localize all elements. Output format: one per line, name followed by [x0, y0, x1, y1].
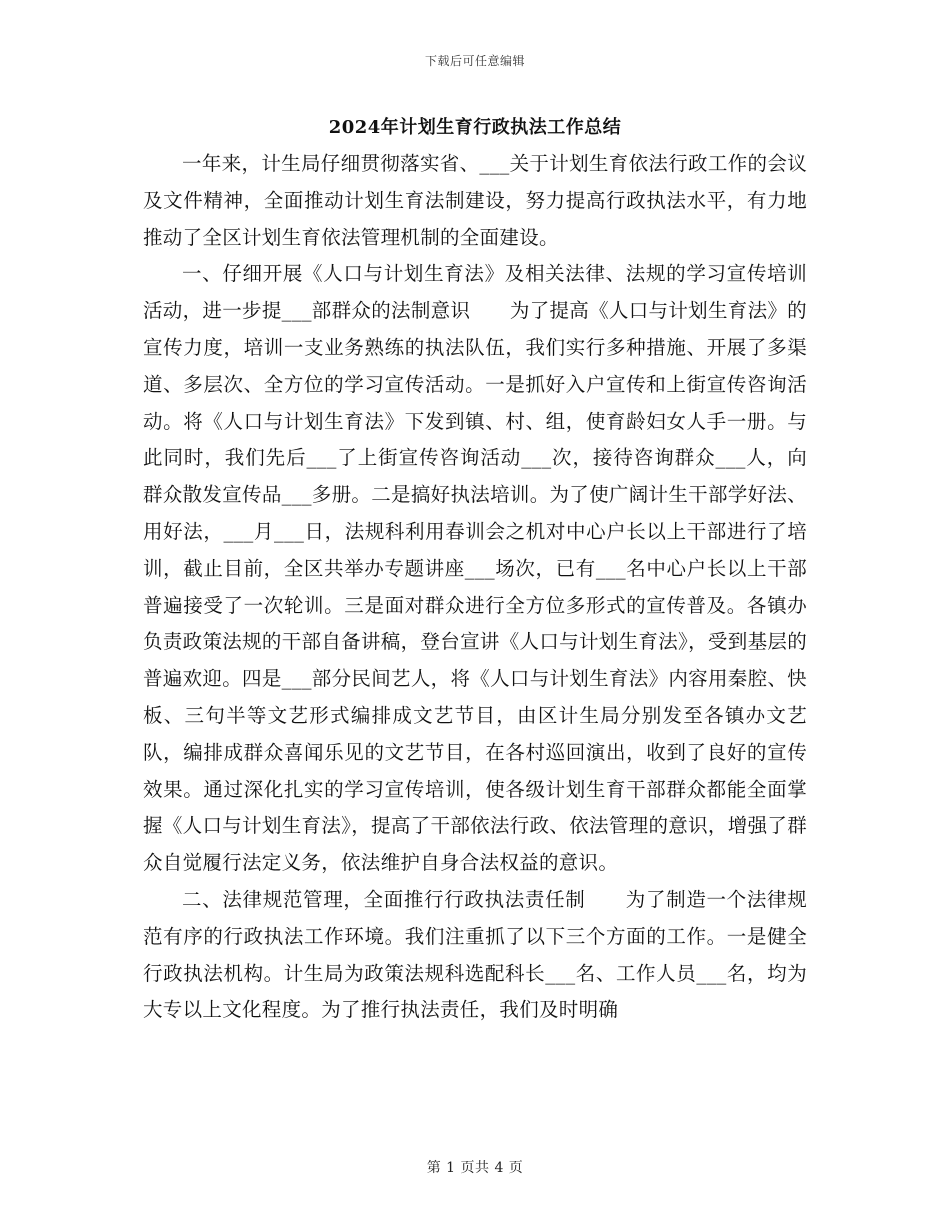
paragraph-section-two: 二、法律规范管理，全面推行行政执法责任制 为了制造一个法律规范有序的行政执法工作环境。我们注重抓了以下三个方面的工作。一是健全行政执法机构。计生局为政策法规科选配科长___名、工作人员___名，均为大专以上文化程度。为了推行执法责任，我们及时明确 — [143, 887, 807, 1022]
paragraph-section-one: 一、仔细开展《人口与计划生育法》及相关法律、法规的学习宣传培训活动，进一步提___部群众的法制意识 为了提高《人口与计划生育法》的宣传力度，培训一支业务熟练的执法队伍，我们实行多种措施、开展了多渠道、多层次、全方位的学习宣传活动。一是抓好入户宣传和上街宣传咨询活动。将《人口与计划生育法》下发到镇、村、组，使育龄妇女人手一册。与此同时，我们先后___了上街宣传咨询活动___次，接待咨询群众___人，向群众散发宣传品___多册。二是搞好执法培训。为了使广阔计生干部学好法、用好法，___月___日，法规科利用春训会之机对中心户长以上干部进行了培训，截止目前，全区共举办专题讲座___场次，已有___名中心户长以上干部普遍接受了一次轮训。三是面对群众进行全方位多形式的宣传普及。各镇办负责政策法规的干部自备讲稿，登台宣讲《人口与计划生育法》，受到基层的普遍欢迎。四是___部分民间艺人，将《人口与计划生育法》内容用秦腔、快板、三句半等文艺形式编排成文艺节目，由区计生局分别发至各镇办文艺队，编排成群众喜闻乐见的文艺节目，在各村巡回演出，收到了良好的宣传效果。通过深化扎实的学习宣传培训，使各级计划生育干部群众都能全面掌握《人口与计划生育法》，提高了干部依法行政、依法管理的意识，增强了群众自觉履行法定义务，依法维护自身合法权益的意识。 — [143, 262, 807, 875]
document-title: 2024年计划生育行政执法工作总结 — [328, 117, 622, 138]
paragraph-intro: 一年来，计生局仔细贯彻落实省、___关于计划生育依法行政工作的会议及文件精神，全面推动计划生育法制建设，努力提高行政执法水平，有力地推动了全区计划生育依法管理机制的全面建设。 — [143, 152, 807, 249]
page-number-footer: 第 1 页共 4 页 — [426, 1160, 524, 1176]
document-body — [143, 146, 807, 1029]
page-header-note: 下载后可任意编辑 — [424, 54, 525, 68]
